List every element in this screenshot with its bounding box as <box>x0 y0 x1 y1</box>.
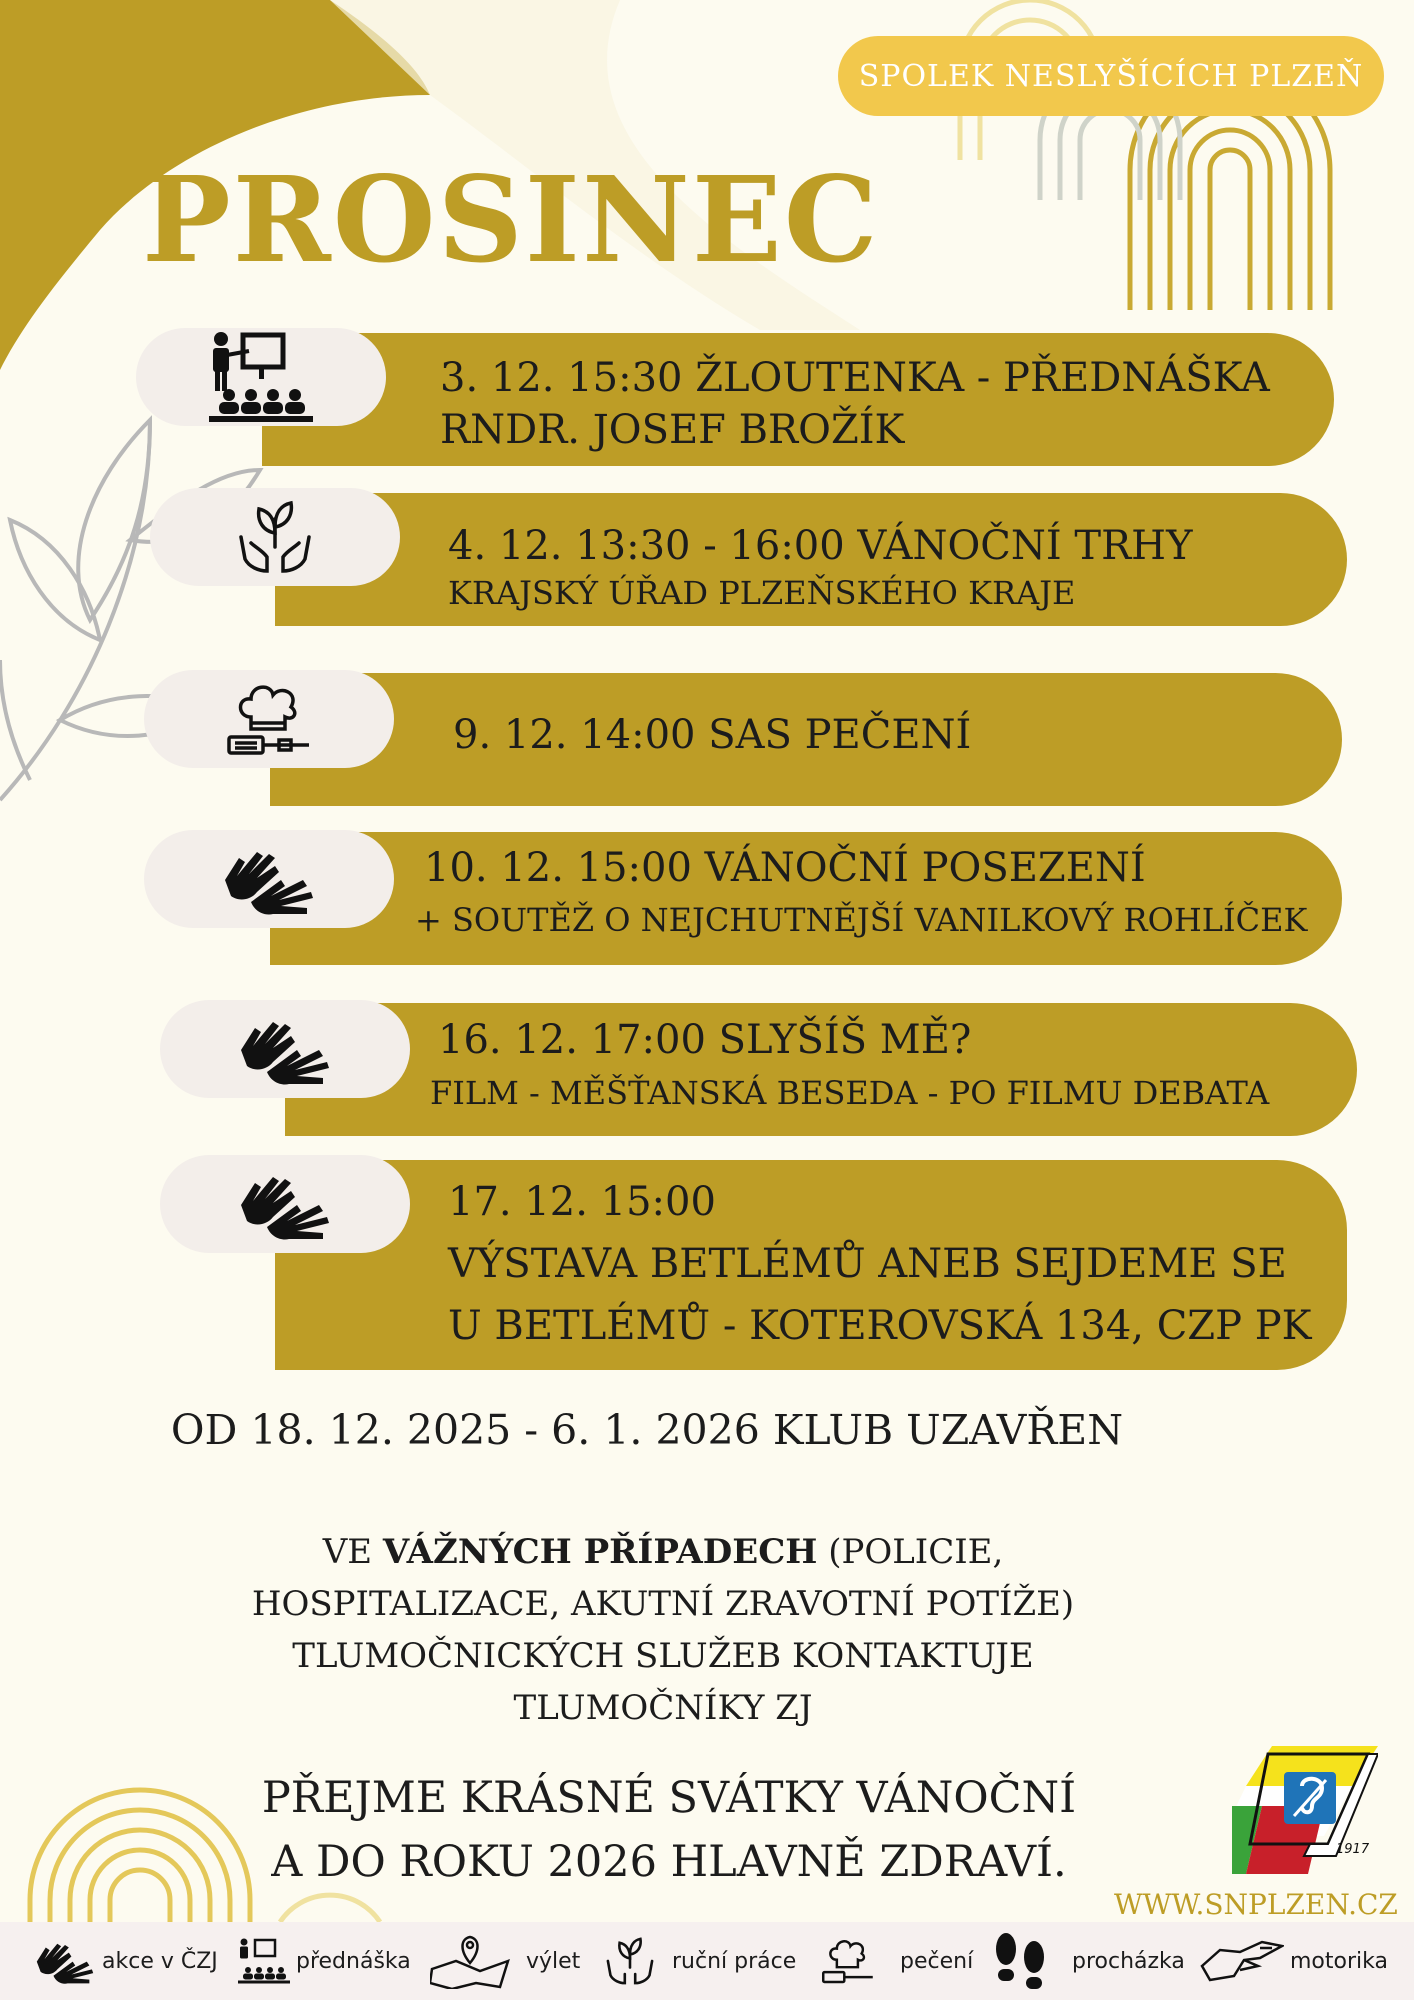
legend-item <box>604 1922 796 2000</box>
page-title: PROSINEC <box>142 150 880 289</box>
organization-badge: SPOLEK NESLYŠÍCÍCH PLZEŇ <box>838 36 1384 116</box>
handicraft-icon <box>604 1935 656 1987</box>
emergency-note <box>0 1526 1370 1734</box>
legend-label: akce v ČZJ <box>102 1948 218 1974</box>
legend-item <box>822 1922 973 2000</box>
legend-label: ruční práce <box>672 1948 797 1974</box>
logo-year: 1917 <box>1336 1842 1370 1857</box>
event-icon-pill <box>136 328 386 426</box>
legend-item <box>990 1922 1185 2000</box>
wish-line: A DO ROKU 2026 HLAVNĚ ZDRAVÍ. <box>271 1837 1067 1887</box>
note-line: TLUMOČNICKÝCH SLUŽEB KONTAKTUJE <box>292 1636 1034 1676</box>
event-detail: FILM - MĚŠŤANSKÁ BESEDA - PO FILMU DEBATA <box>430 1074 1270 1112</box>
lecture-icon <box>238 1938 290 1984</box>
event-text <box>415 899 1307 941</box>
sign-language-icon <box>221 840 317 918</box>
organization-logo <box>1232 1746 1378 1876</box>
legend-label: procházka <box>1072 1948 1185 1974</box>
event-detail: + SOUTĚŽ O NEJCHUTNĚJŠÍ VANILKOVÝ ROHLÍČEK <box>415 901 1308 939</box>
note-line: HOSPITALIZACE, AKUTNÍ ZRAVOTNÍ POTÍŽE) <box>251 1584 1075 1624</box>
note-line: TLUMOČNÍKY ZJ <box>513 1688 813 1728</box>
lecture-icon <box>209 331 313 423</box>
event-icon-pill <box>144 670 394 768</box>
event-text <box>448 520 1192 614</box>
club-closed-notice: OD 18. 12. 2025 - 6. 1. 2026 KLUB UZAVŘEN <box>170 1406 1124 1454</box>
footprints-icon <box>990 1931 1052 1991</box>
legend-label: výlet <box>526 1948 581 1974</box>
event-text <box>424 842 1146 894</box>
event-text <box>438 1014 971 1066</box>
event-title: 16. 12. 17:00 SLYŠÍŠ MĚ? <box>438 1017 972 1063</box>
note-prefix: VE <box>322 1532 383 1572</box>
event-detail: U BETLÉMŮ - KOTEROVSKÁ 134, CZP PK <box>448 1303 1312 1349</box>
motor-skills-icon <box>1200 1936 1284 1986</box>
event-title: 9. 12. 14:00 SAS PEČENÍ <box>453 712 972 758</box>
event-text <box>453 709 971 761</box>
legend-label: přednáška <box>296 1948 411 1974</box>
legend-item <box>1200 1922 1388 2000</box>
note-bold: VÁŽNÝCH PŘÍPADECH <box>382 1532 818 1572</box>
event-text <box>448 1171 1312 1357</box>
sign-language-icon <box>34 1936 96 1986</box>
note-rest: (POLICIE, <box>817 1532 1004 1572</box>
legend-item <box>430 1922 580 2000</box>
event-detail: RNDR. JOSEF BROŽÍK <box>440 407 905 453</box>
website-link[interactable]: WWW.SNPLZEN.CZ <box>1114 1888 1398 1921</box>
event-text <box>430 1072 1269 1114</box>
legend-label: pečení <box>900 1948 974 1974</box>
event-icon-pill <box>160 1155 410 1253</box>
sign-language-icon <box>237 1010 333 1088</box>
event-text <box>440 352 1270 456</box>
event-title: 10. 12. 15:00 VÁNOČNÍ POSEZENÍ <box>424 845 1146 891</box>
legend-item <box>34 1922 218 2000</box>
event-icon-pill <box>150 488 400 586</box>
baking-icon <box>822 1935 874 1987</box>
event-detail: VÝSTAVA BETLÉMŮ ANEB SEJDEME SE <box>448 1241 1287 1287</box>
legend-label: motorika <box>1290 1948 1388 1974</box>
map-icon <box>430 1933 510 1989</box>
event-title: 3. 12. 15:30 ŽLOUTENKA - PŘEDNÁŠKA <box>440 355 1270 401</box>
event-title: 17. 12. 15:00 <box>448 1179 716 1225</box>
holiday-wish <box>0 1766 1376 1894</box>
sign-language-icon <box>237 1165 333 1243</box>
event-detail: KRAJSKÝ ÚŘAD PLZEŇSKÉHO KRAJE <box>448 574 1076 612</box>
icon-legend <box>0 1922 1414 2000</box>
event-icon-pill <box>144 830 394 928</box>
wish-line: PŘEJME KRÁSNÉ SVÁTKY VÁNOČNÍ <box>261 1773 1077 1823</box>
baking-icon <box>227 677 311 761</box>
event-title: 4. 12. 13:30 - 16:00 VÁNOČNÍ TRHY <box>448 523 1193 569</box>
handicraft-icon <box>235 497 315 577</box>
event-icon-pill <box>160 1000 410 1098</box>
legend-item <box>238 1922 411 2000</box>
